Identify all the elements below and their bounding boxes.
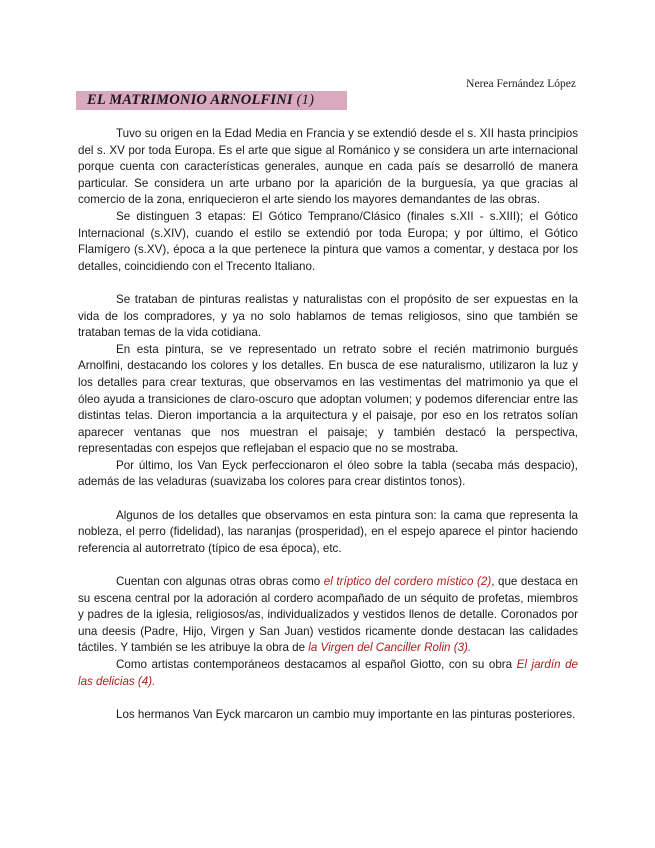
reference-garden-delights: El jardín de las delicias (4). bbox=[78, 658, 578, 688]
paragraph-conclusion: Los hermanos Van Eyck marcaron un cambio muy importante en las pinturas posteriores. bbox=[116, 707, 576, 721]
document-title bbox=[87, 92, 314, 109]
contemporaries-text: Como artistas contemporáneos destacamos al español Giotto, con su obra bbox=[116, 658, 517, 671]
document-body bbox=[78, 126, 578, 723]
paragraph-portrait: En esta pintura, se ve representado un retrato sobre el recién matrimonio burgués Arnolfini, destacando los colores y los detalles. En busca de ese naturalismo, utilizaron la luz y los detalles para crear texturas, que observamos en las vestimentas del matrimonio ya que el óleo ayuda a transiciones de claro-oscuro que adoptan volumen; y podemos diferenciar entre las distintas telas. Dieron importancia a la arquitectura y el paisaje, por eso en los retratos solían aparecer ventanas que nos muestran el paisaje; y también destacó la perspectiva, representadas con espejos que reflejaban el espacio que no se mostraba. bbox=[78, 342, 578, 456]
paragraph-contemporaries bbox=[78, 657, 578, 690]
paragraph-realism: Se trataban de pinturas realistas y naturalistas con el propósito de ser expuestas en la vida de los compradores, y ya no solo hablamos de temas religiosos, sino que también se trataban temas de la vida cotidiana. bbox=[78, 292, 578, 340]
other-works-text-b: , que destaca en su escena central por la adoración al cordero acompañado de un séquito de profetas, miembros y padres de la iglesia, religiosos/as, individualizados y vestidos llenos de detalle. Coronados por una deesis (Padre, Hijo, Virgen y San Juan) vestidos ricamente donde destacan las calidades táctiles. Y también se les atribuye la obra de bbox=[78, 575, 579, 655]
paragraph-stages: Se distinguen 3 etapas: El Gótico Temprano/Clásico (finales s.XII - s.XIII); el Gótico Internacional (s.XIV), cuando el estilo se extendió por toda Europa; y por último, el Gótico Flamígero (s.XV), época a la que pertenece la pintura que vamos a comentar, y destaca por los detalles, coincidiendo con el Trecento Italiano. bbox=[78, 209, 578, 273]
paragraph-details: Algunos de los detalles que observamos en esta pintura son: la cama que representa la nobleza, el perro (fidelidad), las naranjas (prosperidad), en el espejo aparece el pintor haciendo referencia al autorretrato (típico de esa época), etc. bbox=[78, 508, 578, 555]
paragraph-origin: Tuvo su origen en la Edad Media en Francia y se extendió desde el s. XII hasta principios del s. XV por toda Europa. Es el arte que sigue al Románico y se considera un arte internacional porque cuenta con características generales, aunque en cada país se desarrolló de manera particular. Se considera un arte urbano por la aparición de la burguesía, ya que gracias al comercio de la zona, enriquecieron el arte siendo los mayores demandantes de las obras. bbox=[78, 127, 578, 207]
reference-virgin-rolin: la Virgen del Canciller Rolin (3). bbox=[308, 641, 472, 655]
title-reference-number: (1) bbox=[296, 92, 315, 108]
title-text: EL MATRIMONIO ARNOLFINI bbox=[87, 92, 293, 108]
other-works-text-a: Cuentan con algunas otras obras como bbox=[116, 575, 324, 589]
paragraph-oil-technique: Por último, los Van Eyck perfeccionaron el óleo sobre la tabla (secaba más despacio), además de las veladuras (suavizaba los colores para crear distintos tonos). bbox=[78, 458, 578, 489]
reference-mystic-lamb: el tríptico del cordero místico (2) bbox=[323, 575, 492, 589]
author-name: Nerea Fernández López bbox=[466, 78, 576, 90]
paragraph-other-works bbox=[78, 574, 578, 657]
